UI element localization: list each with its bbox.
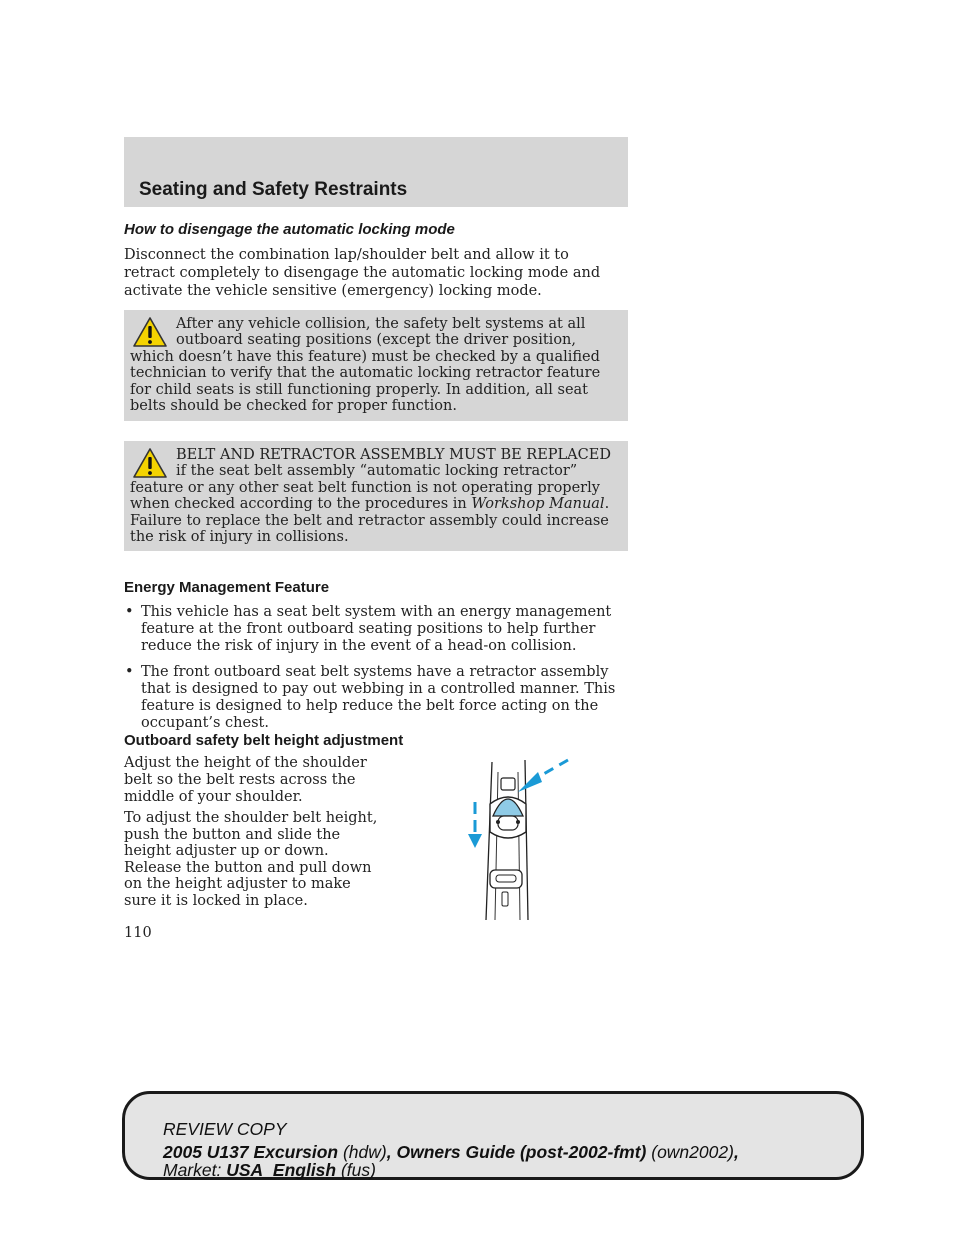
footer-market-code: (fus) — [336, 1160, 376, 1180]
bullet-text: This vehicle has a seat belt system with an energy management feature at the front outboard seating positions to help further reduce the risk of injury in the event of a head-on collision. — [141, 604, 612, 654]
bullet-dot: • — [125, 604, 134, 620]
seat-belt-height-adjuster-illustration — [462, 752, 580, 924]
adjust-paragraph-1: Adjust the height of the shoulder belt so the belt rests across the middle of your shoulder. — [124, 755, 367, 805]
section-title: Seating and Safety Restraints — [139, 179, 408, 200]
footer-separator: , — [386, 1142, 397, 1162]
workshop-manual-reference: Workshop Manual — [471, 496, 605, 513]
list-item — [124, 604, 628, 655]
adjust-paragraph-2: To adjust the shoulder belt height, push the button and slide the height adjuster up or down. Release the button and pull down on the height adjuster to make sure it is locked in place. — [124, 810, 378, 909]
footer-model: 2005 U137 Excursion — [163, 1142, 339, 1162]
warning-box-replace-assembly — [124, 441, 628, 551]
energy-heading: Energy Management Feature — [124, 579, 330, 596]
warning-text-replace-part2: . Failure to replace the belt and retractor assembly could increase the risk of injury in collisions. — [130, 496, 610, 546]
outboard-heading: Outboard safety belt height adjustment — [124, 732, 404, 749]
footer-market-label: Market: — [163, 1160, 227, 1180]
warning-text-replace-part1: BELT AND RETRACTOR ASSEMBLY MUST BE REPLACED if the seat belt assembly “automatic locking retractor” feature or any other seat belt function is not operating properly when checked according to the procedures in — [130, 447, 611, 513]
warning-triangle-icon — [132, 316, 168, 348]
list-item — [124, 664, 628, 732]
footer-guide: Owners Guide (post-2002-fmt) — [396, 1142, 647, 1162]
footer-market: USA_English — [226, 1160, 337, 1180]
footer-guide-code: (own2002) — [646, 1142, 734, 1162]
disengage-heading: How to disengage the automatic locking mode — [124, 221, 455, 238]
energy-bullet-list — [124, 604, 628, 741]
bullet-text: The front outboard seat belt systems have a retractor assembly that is designed to pay out webbing in a controlled manner. This feature is designed to help reduce the belt force acting on the occupant’s chest. — [141, 664, 616, 731]
warning-text-collision: After any vehicle collision, the safety belt systems at all outboard seating positions (except the driver position, which doesn’t have this feature) must be checked by a qualified technician to verify that the automatic locking retractor feature for child seats is still functioning properly. In addition, all seat belts should be checked for proper function. — [130, 316, 601, 415]
footer-market-line — [163, 1160, 376, 1181]
footer-review-copy: REVIEW COPY — [163, 1119, 287, 1139]
disengage-paragraph: Disconnect the combination lap/shoulder belt and allow it to retract completely to disengage the automatic locking mode and activate the vehicle sensitive (emergency) locking mode. — [124, 247, 601, 299]
review-copy-footer — [122, 1091, 864, 1180]
footer-model-code: (hdw) — [338, 1142, 387, 1162]
page-number: 110 — [124, 925, 152, 941]
section-header-band — [124, 137, 628, 207]
warning-box-collision — [124, 310, 628, 421]
footer-separator: , — [733, 1142, 739, 1162]
warning-triangle-icon — [132, 447, 168, 479]
bullet-dot: • — [125, 664, 134, 680]
